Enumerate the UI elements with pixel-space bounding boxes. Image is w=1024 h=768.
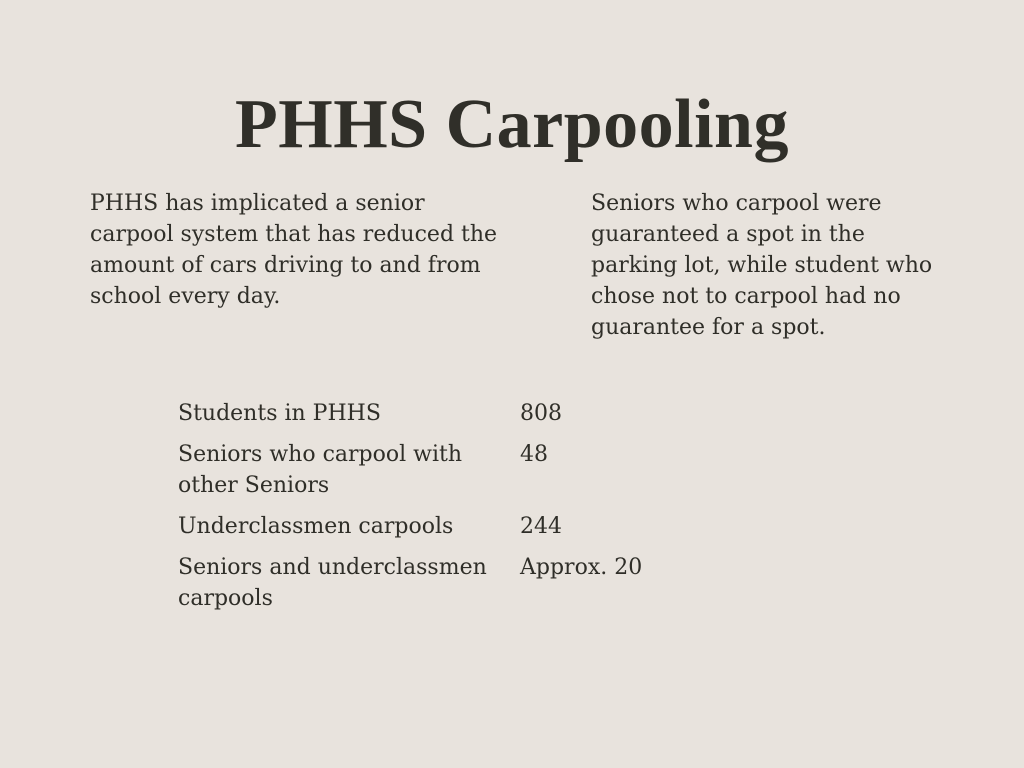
stat-value: 48 (520, 442, 548, 467)
right-paragraph: Seniors who carpool were guaranteed a spot in the parking lot, while student who chose not to carpool had no guarantee for a spot. (591, 191, 933, 340)
stat-value: 808 (520, 401, 562, 426)
stat-label: Seniors who carpool with other Seniors (178, 442, 463, 498)
stat-label: Seniors and underclassmen carpools (178, 555, 487, 611)
stats-table (178, 398, 698, 624)
stat-value: Approx. 20 (520, 555, 643, 580)
stat-label: Underclassmen carpools (178, 514, 454, 539)
stat-label: Students in PHHS (178, 401, 381, 426)
table-row (178, 552, 698, 614)
left-paragraph: PHHS has implicated a senior carpool system that has reduced the amount of cars driving to and from school every day. (90, 191, 498, 309)
table-row (178, 398, 698, 429)
slide-title: PHHS Carpooling (235, 86, 789, 163)
table-row (178, 511, 698, 542)
stat-value: 244 (520, 514, 562, 539)
table-row (178, 439, 698, 501)
